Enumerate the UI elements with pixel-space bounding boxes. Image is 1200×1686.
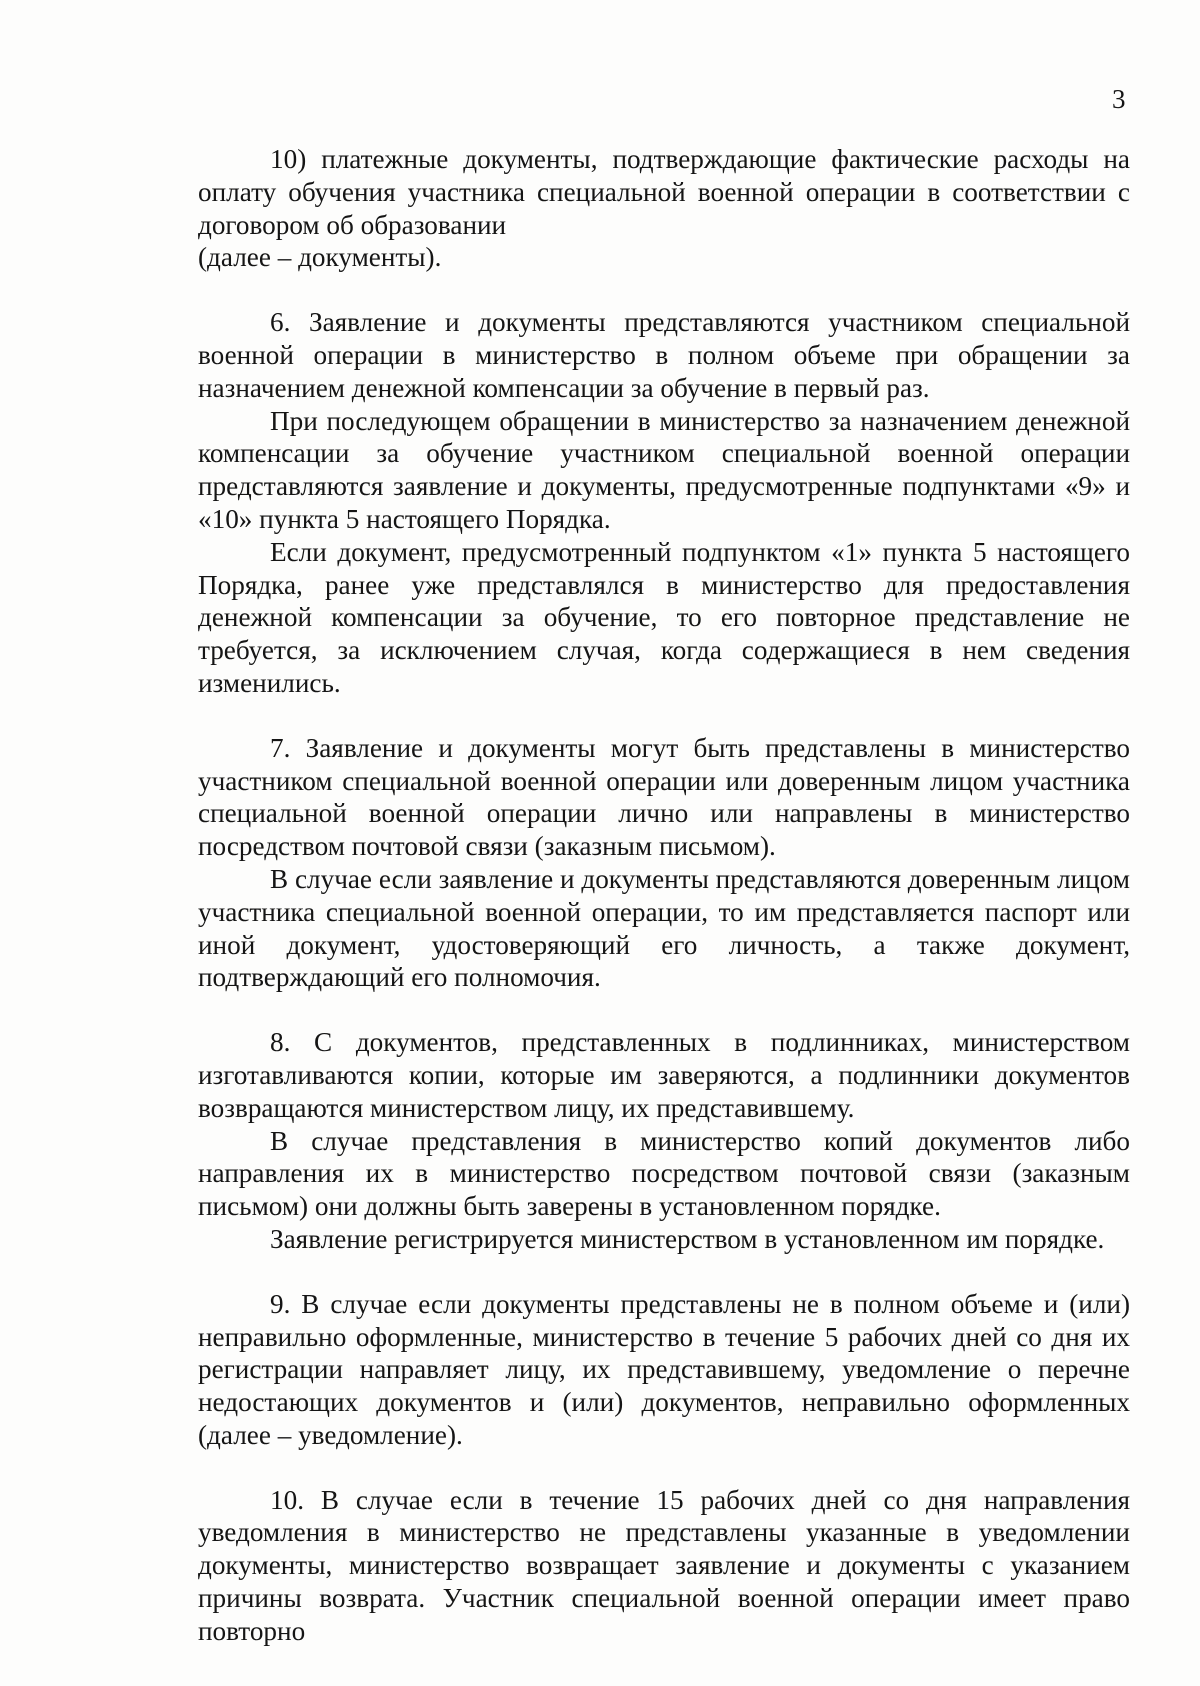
paragraph-clause-8-registration: Заявление регистрируется министерством в установленном им порядке. xyxy=(270,1223,1105,1254)
paragraph-clause-9: 9. В случае если документы представлены не в полном объеме и (или) неправильно оформленные, министерство в течение 5 рабочих дней со дня их регистрации направляет лицу, их представившему, уведомление о перечне недостающих документов и (или) документов, неправильно оформленных (далее – уведомление). xyxy=(198,1288,1130,1450)
paragraph-clause-6-subsequent: При последующем обращении в министерство за назначением денежной компенсации за обучение участником специальной военной операции представляются заявление и документы, предусмотренные подпунктами «9» и «10» пункта 5 настоящего Порядка. xyxy=(198,405,1130,534)
document-body xyxy=(198,143,1130,1648)
paragraph-clause-6: 6. Заявление и документы представляются участником специальной военной операции в министерство в полном объеме при обращении за назначением денежной компенсации за обучение в первый раз. xyxy=(198,307,1130,403)
paragraph-definition-note: (далее – документы). xyxy=(198,242,442,273)
page-number: 3 xyxy=(1112,84,1126,114)
paragraph-clause-7-proxy: В случае если заявление и документы представляются доверенным лицом участника специальной военной операции, то им представляется паспорт или иной документ, удостоверяющий его личность, а также документ, подтверждающий его полномочия. xyxy=(198,863,1130,993)
paragraph-item-10: 10) платежные документы, подтверждающие фактические расходы на оплату обучения участника специальной военной операции в соответствии с договором об образовании xyxy=(198,144,1130,240)
paragraph-clause-8-copies: В случае представления в министерство копий документов либо направления их в министерство посредством почтовой связи (заказным письмом) они должны быть заверены в установленном порядке. xyxy=(198,1125,1130,1222)
paragraph-clause-10: 10. В случае если в течение 15 рабочих дней со дня направления уведомления в министерство не представлены указанные в уведомлении документы, министерство возвращает заявление и документы с указанием причины возврата. Участник специальной военной операции имеет право повторно xyxy=(198,1484,1130,1646)
paragraph-clause-6-exception: Если документ, предусмотренный подпунктом «1» пункта 5 настоящего Порядка, ранее уже представлялся в министерство для предоставления денежной компенсации за обучение, то его повторное представление не требуется, за исключением случая, когда содержащиеся в нем сведения изменились. xyxy=(198,536,1130,698)
paragraph-clause-8: 8. С документов, представленных в подлинниках, министерством изготавливаются копии, которые им заверяются, а подлинники документов возвращаются министерством лицу, их представившему. xyxy=(198,1027,1130,1123)
paragraph-clause-7: 7. Заявление и документы могут быть представлены в министерство участником специальной военной операции или доверенным лицом участника специальной военной операции лично или направлены в министерство посредством почтовой связи (заказным письмом). xyxy=(198,732,1130,862)
